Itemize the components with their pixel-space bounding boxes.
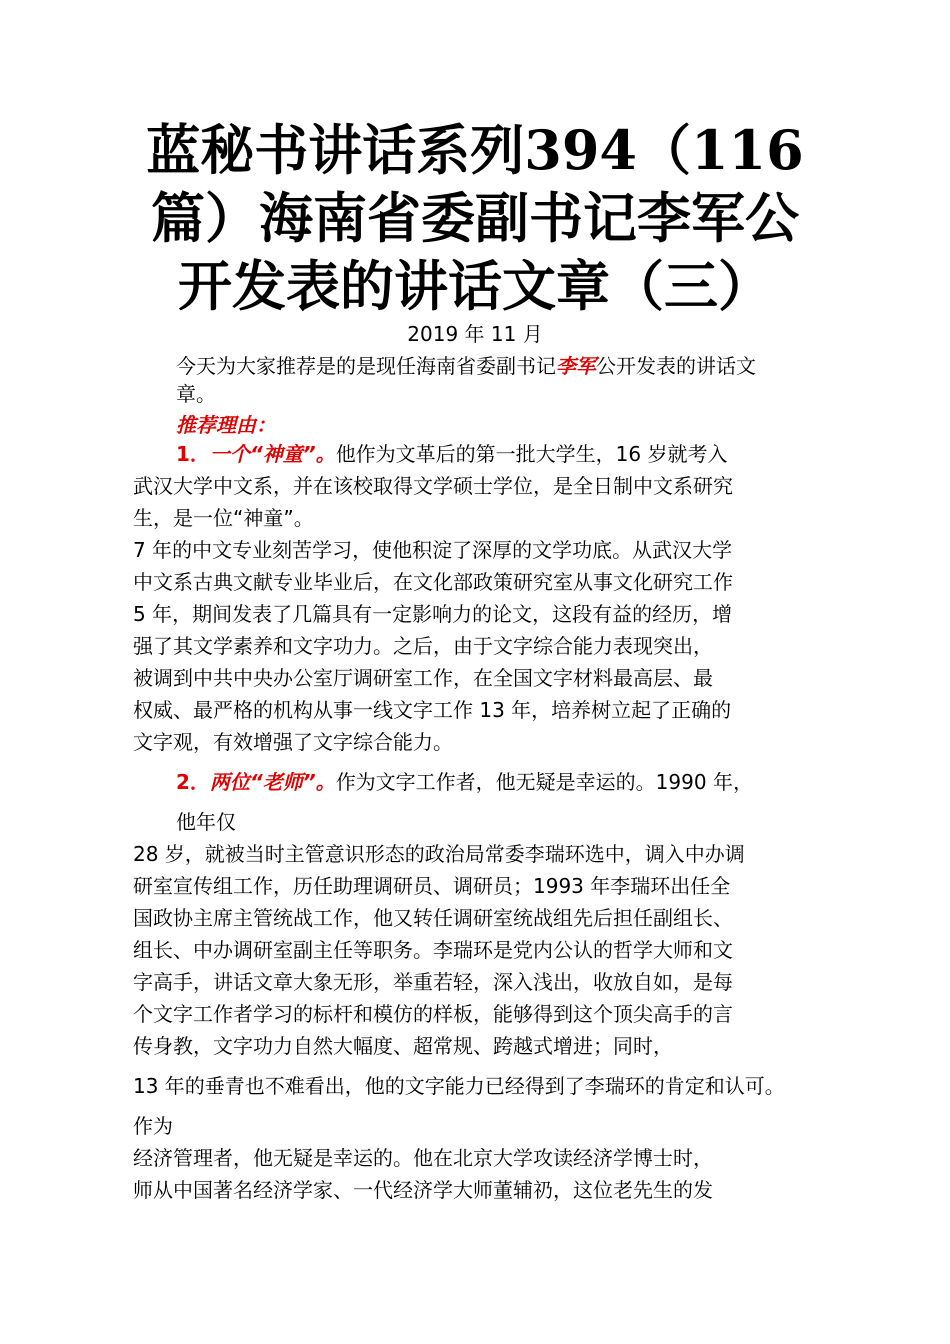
intro-text-after: 公开发表的讲话文 [596,354,756,378]
intro-text-before: 今天为大家推荐是的是现任海南省委副书记 [176,354,556,378]
section-2-line-11: 作为 [133,1114,173,1138]
section-1-line-4: 7 年的中文专业刻苦学习，使他积淀了深厚的文学功底。从武汉大学 [133,538,733,562]
section-2-line-12: 经济管理者，他无疑是幸运的。他在北京大学攻读经济学博士时， [133,1146,713,1170]
section-2-line-7: 字高手，讲话文章大象无形，举重若轻，深入浅出，收放自如，是每 [133,970,733,994]
person-name-highlight: 李军 [556,354,596,378]
section-1-line-8: 被调到中共中央办公室厅调研室工作，在全国文字材料最高层、最 [133,666,713,690]
section-1-line-3: 生，是一位“神童”。 [133,506,314,530]
intro-line-1 [176,352,756,380]
section-2-title: 两位“老师”。 [209,770,336,794]
section-2-line-9: 传身教，文字功力自然大幅度、超常规、跨越式增进；同时， [133,1034,673,1058]
section-2-number: 2． [176,770,210,794]
section-1-title: 一个“神童”。 [209,442,336,466]
section-2-line-10: 13 年的垂青也不难看出，他的文字能力已经得到了李瑞环的肯定和认可。 [133,1074,785,1098]
section-1-line-10: 文字观，有效增强了文字综合能力。 [133,730,453,754]
page-title-line-1: 蓝秘书讲话系列394（116 [146,118,804,182]
section-1-line-6: 5 年，期间发表了几篇具有一定影响力的论文，这段有益的经历，增 [133,602,733,626]
section-2-line-2: 他年仅 [176,810,236,834]
section-2-line-13: 师从中国著名经济学家、一代经济学大师董辅礽，这位老先生的发 [133,1178,713,1202]
section-2-line-8: 个文字工作者学习的标杆和模仿的样板，能够得到这个顶尖高手的言 [133,1002,733,1026]
section-1-line-5: 中文系古典文献专业毕业后，在文化部政策研究室从事文化研究工作 [133,570,733,594]
intro-line-2: 章。 [176,382,216,406]
section-1-text: 他作为文革后的第一批大学生，16 岁就考入 [335,442,728,466]
section-2-line-5: 国政协主席主管统战工作，他又转任调研室统战组先后担任副组长、 [133,906,733,930]
section-1-line-7: 强了其文学素养和文字功力。之后，由于文字综合能力表现突出， [133,634,713,658]
section-2-line-6: 组长、中办调研室副主任等职务。李瑞环是党内公认的哲学大师和文 [133,938,733,962]
page-title-line-2: 篇）海南省委副书记李军公 [151,186,799,250]
section-1-line-9: 权威、最严格的机构从事一线文字工作 13 年，培养树立起了正确的 [133,698,732,722]
section-1-line-1 [176,440,728,468]
section-2-line-4: 研室宣传组工作，历任助理调研员、调研员；1993 年李瑞环出任全 [133,874,731,898]
section-1-number: 1． [176,442,210,466]
reason-heading: 推荐理由： [176,413,276,437]
section-2-line-3: 28 岁，就被当时主管意识形态的政治局常委李瑞环选中，调入中办调 [133,842,745,866]
section-2-line-1 [176,768,753,796]
page-title-line-3: 开发表的讲话文章（三） [178,254,772,318]
section-2-text: 作为文字工作者，他无疑是幸运的。1990 年， [335,770,753,794]
section-1-line-2: 武汉大学中文系，并在该校取得文学硕士学位，是全日制中文系研究 [133,474,733,498]
publish-date: 2019 年 11 月 [407,322,543,346]
